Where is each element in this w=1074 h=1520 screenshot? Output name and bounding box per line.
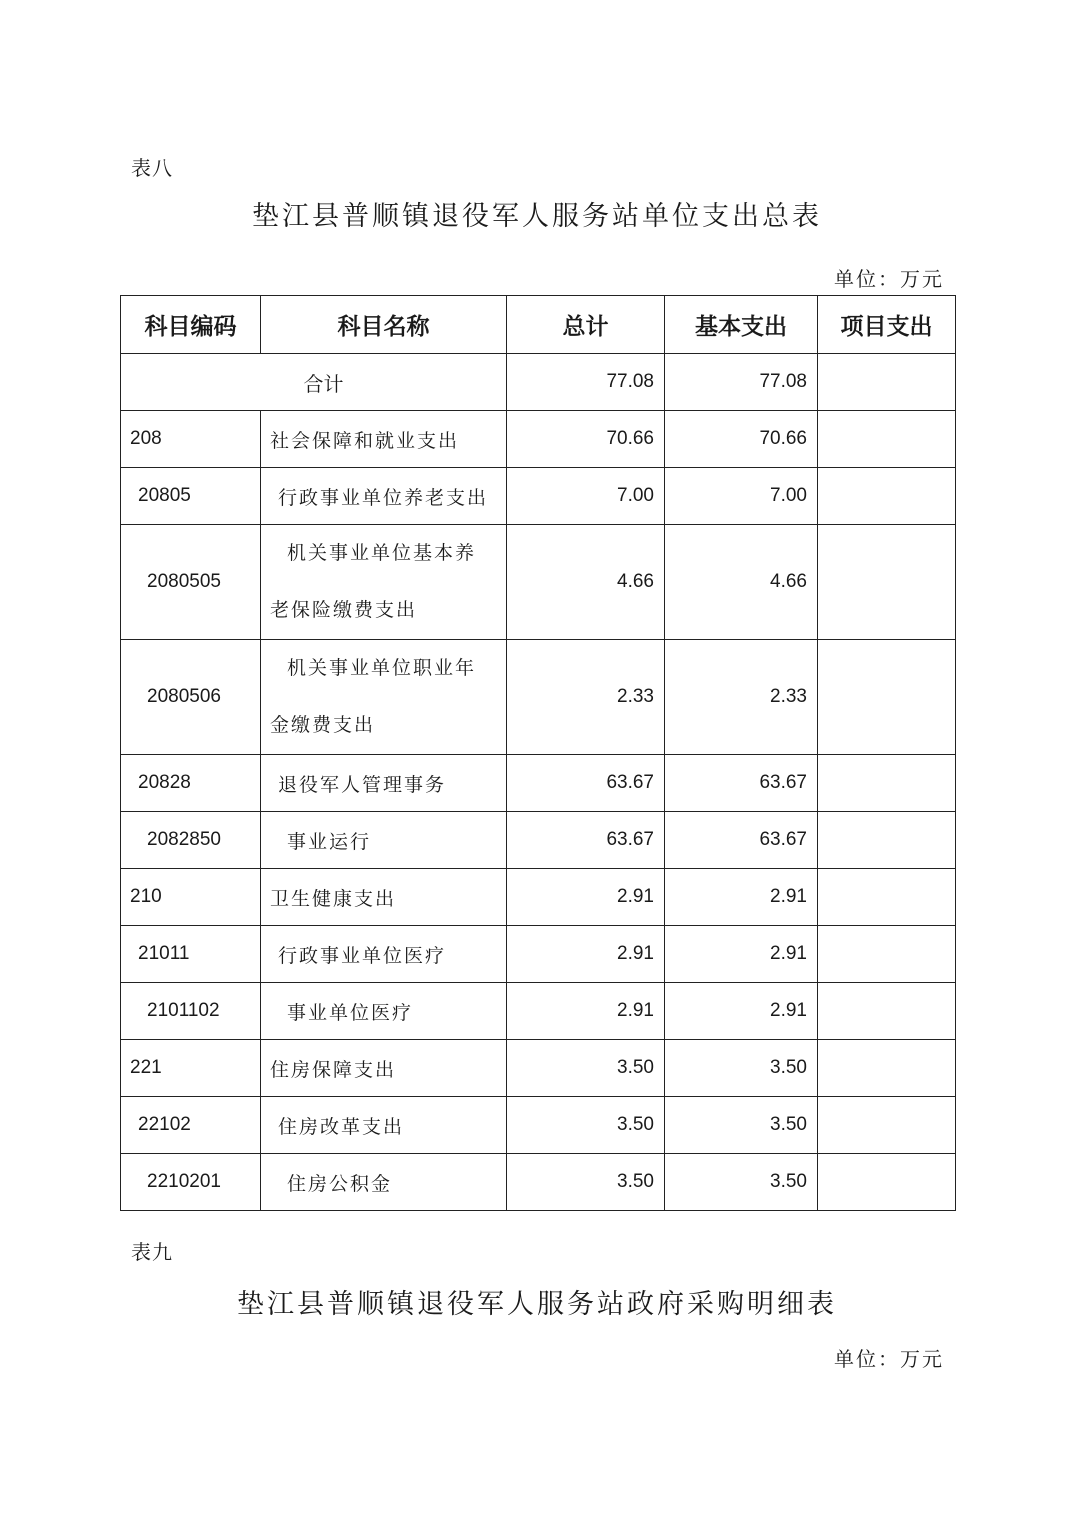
row-basic: 70.66 <box>665 411 818 468</box>
row-code: 221 <box>121 1040 261 1097</box>
row-project <box>818 468 956 525</box>
row-name: 事业单位医疗 <box>261 983 507 1040</box>
table-row <box>121 411 956 468</box>
row-name: 行政事业单位养老支出 <box>261 468 507 525</box>
row-total: 2.33 <box>507 640 665 755</box>
row-total: 63.67 <box>507 812 665 869</box>
table-row <box>121 926 956 983</box>
row-project <box>818 640 956 755</box>
table-row <box>121 1040 956 1097</box>
row-total: 2.91 <box>507 869 665 926</box>
row-code: 20828 <box>121 755 261 812</box>
table-row <box>121 468 956 525</box>
table-row <box>121 525 956 640</box>
row-basic: 2.91 <box>665 983 818 1040</box>
row-total: 70.66 <box>507 411 665 468</box>
table-row <box>121 755 956 812</box>
row-project <box>818 1097 956 1154</box>
table-row <box>121 812 956 869</box>
header-name: 科目名称 <box>261 296 507 354</box>
table-row <box>121 1154 956 1211</box>
row-code: 20805 <box>121 468 261 525</box>
table9-title: 垫江县普顺镇退役军人服务站政府采购明细表 <box>237 1289 837 1320</box>
row-name: 退役军人管理事务 <box>261 755 507 812</box>
expenditure-summary-table <box>120 295 956 1211</box>
table8-title: 垫江县普顺镇退役军人服务站单位支出总表 <box>252 201 822 232</box>
row-basic: 2.91 <box>665 869 818 926</box>
row-code: 210 <box>121 869 261 926</box>
table-row <box>121 983 956 1040</box>
row-name-line2: 金缴费支出 <box>270 714 376 736</box>
row-total: 2.91 <box>507 983 665 1040</box>
row-total: 7.00 <box>507 468 665 525</box>
total-row <box>121 354 956 411</box>
total-basic: 77.08 <box>665 354 818 411</box>
row-code: 208 <box>121 411 261 468</box>
row-name: 住房保障支出 <box>261 1040 507 1097</box>
row-basic: 2.91 <box>665 926 818 983</box>
row-basic: 63.67 <box>665 755 818 812</box>
row-total: 63.67 <box>507 755 665 812</box>
row-project <box>818 1154 956 1211</box>
row-total: 3.50 <box>507 1154 665 1211</box>
row-basic: 3.50 <box>665 1040 818 1097</box>
table-header-row <box>121 296 956 354</box>
row-name: 住房改革支出 <box>261 1097 507 1154</box>
row-name: 事业运行 <box>261 812 507 869</box>
row-project <box>818 812 956 869</box>
row-code: 22102 <box>121 1097 261 1154</box>
table-row <box>121 869 956 926</box>
row-name: 社会保障和就业支出 <box>261 411 507 468</box>
row-code: 2080505 <box>121 525 261 640</box>
row-name-line1: 机关事业单位基本养 <box>287 542 477 564</box>
row-name <box>261 640 507 755</box>
header-code: 科目编码 <box>121 296 261 354</box>
row-project <box>818 755 956 812</box>
row-basic: 3.50 <box>665 1154 818 1211</box>
row-project <box>818 525 956 640</box>
row-name: 行政事业单位医疗 <box>261 926 507 983</box>
table-row <box>121 1097 956 1154</box>
header-total: 总计 <box>507 296 665 354</box>
total-label: 合计 <box>121 354 507 411</box>
row-basic: 63.67 <box>665 812 818 869</box>
row-name <box>261 525 507 640</box>
total-project <box>818 354 956 411</box>
header-basic: 基本支出 <box>665 296 818 354</box>
row-total: 3.50 <box>507 1040 665 1097</box>
row-total: 2.91 <box>507 926 665 983</box>
row-name: 卫生健康支出 <box>261 869 507 926</box>
row-name-line1: 机关事业单位职业年 <box>287 657 477 679</box>
row-code: 21011 <box>121 926 261 983</box>
row-total: 3.50 <box>507 1097 665 1154</box>
row-basic: 4.66 <box>665 525 818 640</box>
row-name-line2: 老保险缴费支出 <box>270 599 418 621</box>
table8-label: 表八 <box>131 156 173 180</box>
table9-label: 表九 <box>131 1240 173 1264</box>
table9-unit: 单位：万元 <box>834 1347 944 1371</box>
row-project <box>818 926 956 983</box>
row-project <box>818 411 956 468</box>
row-project <box>818 869 956 926</box>
row-project <box>818 1040 956 1097</box>
row-code: 2080506 <box>121 640 261 755</box>
row-code: 2210201 <box>121 1154 261 1211</box>
row-basic: 7.00 <box>665 468 818 525</box>
row-code: 2101102 <box>121 983 261 1040</box>
table-row <box>121 640 956 755</box>
table8-unit: 单位：万元 <box>834 267 944 291</box>
row-code: 2082850 <box>121 812 261 869</box>
total-sum: 77.08 <box>507 354 665 411</box>
row-name: 住房公积金 <box>261 1154 507 1211</box>
row-total: 4.66 <box>507 525 665 640</box>
row-basic: 3.50 <box>665 1097 818 1154</box>
header-project: 项目支出 <box>818 296 956 354</box>
row-project <box>818 983 956 1040</box>
row-basic: 2.33 <box>665 640 818 755</box>
